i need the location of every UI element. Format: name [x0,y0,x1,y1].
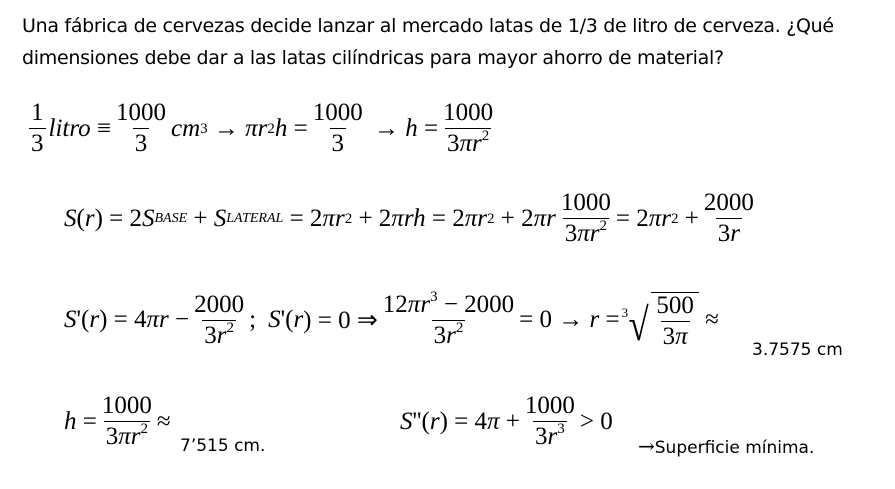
problem-statement: Una fábrica de cervezas decide lanzar al mercado latas de 1/3 de litro de cerveza. ¿Qué dimensiones debe dar a las latas cilíndricas para mayor ahorro de material? [22,15,834,69]
equation-derivative: S '( r ) = 4 πr − $\frac{2000}{3r^2}$ ; S '( r ) = 0 ⇒ $\frac{12\pi r^3 - 2000}{3r^2}$ = 0 → r = 3 √ $\frac{500}{3\pi}$ ≈ [64,288,719,350]
equation-height: h = $\frac{1000}{3\pi r^2}$ ≈ [64,392,171,450]
arrow-right-icon: → [638,434,655,458]
radius-value: 3.7575 cm [752,340,843,360]
height-value: 7’515 cm. [180,436,266,456]
equation-second-derivative: S ''( r ) = 4 π + $\frac{1000}{3r^3}$ > 0 [400,392,613,450]
conclusion: →Superficie mínima. [638,434,815,458]
equation-volume: $\frac{1}{3}$ litro ≡ $\frac{1000}{3}$ cm 3 → πr 2 h = $\frac{1000}{3}$ → h = $\frac{1000}{3\pi r^2}$ [31,99,494,157]
equation-surface: S ( r ) = 2 S BASE + S LATERAL = 2 πr 2 + 2 πrh = 2 πr 2 + 2 πr $\frac{1000}{3\pi r^2}$ = 2 πr 2 + $\frac{2000}{3r}$ [64,189,754,247]
